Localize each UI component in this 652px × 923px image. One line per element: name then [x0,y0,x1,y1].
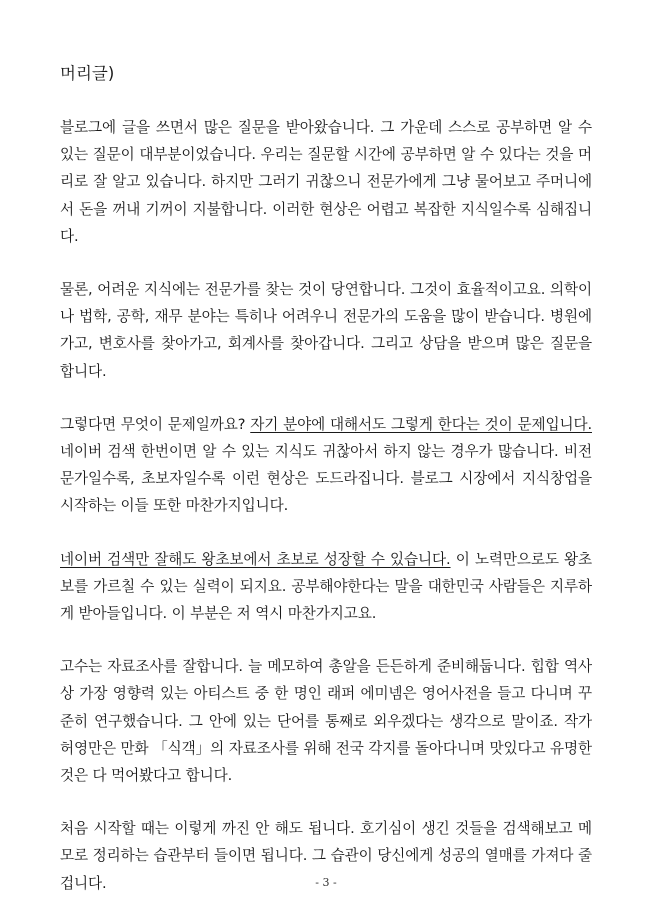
paragraph-1: 블로그에 글을 쓰면서 많은 질문을 받아왔습니다. 그 가운데 스스로 공부하면 알 수 있는 질문이 대부분이었습니다. 우리는 질문할 시간에 공부하면 알 수 있다는 것을 머리로 잘 알고 있습니다. 하지만 그러기 귀찮으니 전문가에게 그냥 물어보고 주머니에서 돈을 꺼내 기꺼이 지불합니다. 이러한 현상은 어렵고 복잡한 지식일수록 심해집니다. [60,119,592,245]
page-number: - 3 - [315,876,337,889]
paragraph-3-lead: 그렇다면 무엇이 문제일까요? [60,415,251,433]
paragraph-2: 물론, 어려운 지식에는 전문가를 찾는 것이 당연합니다. 그것이 효율적이고요. 의학이나 법학, 공학, 재무 분야는 특히나 어려우니 전문가의 도움을 많이 받습니다. 병원에 가고, 변호사를 찾아가고, 회계사를 찾아갑니다. 그리고 상담을 받으며 많은 질문을 합니다. [60,281,592,380]
paragraph-4-rest: 이 노력만으로도 왕초보를 가르칠 수 있는 실력이 되지요. 공부해야한다는 말을 대한민국 사람들은 지루하게 받아들입니다. 이 부분은 저 역시 마찬가지고요. [60,550,592,623]
preface-heading: 머리글) [60,64,115,83]
paragraph-4-underlined-sentence: 네이버 검색만 잘해도 왕초보에서 초보로 성장할 수 있습니다. [60,550,451,568]
paragraph-3-rest: 네이버 검색 한번이면 알 수 있는 지식도 귀찮아서 하지 않는 경우가 많습니다. 비전문가일수록, 초보자일수록 이런 현상은 도드라집니다. 블로그 시장에서 지식창업을 시작하는 이들 또한 마찬가지입니다. [60,443,592,515]
paragraph-6: 처음 시작할 때는 이렇게 까진 안 해도 됩니다. 호기심이 생긴 것들을 검색해보고 메모로 정리하는 습관부터 들이면 됩니다. 그 습관이 당신에게 성공의 열매를 가져다 줄 겁니다. [60,820,592,892]
paragraph-3-underlined-sentence: 자기 분야에 대해서도 그렇게 한다는 것이 문제입니다. [250,415,592,433]
paragraph-3 [60,411,592,520]
document-page [60,60,592,923]
paragraph-5: 고수는 자료조사를 잘합니다. 늘 메모하여 총알을 든든하게 준비해둡니다. 힙합 역사상 가장 영향력 있는 아티스트 중 한 명인 래퍼 에미넴은 영어사전을 들고 다니며 꾸준히 연구했습니다. 그 안에 있는 단어를 통째로 외우겠다는 생각으로 말이죠. 작가 허영만은 만화 「식객」의 자료조사를 위해 전국 각지를 돌아다니며 맛있다고 유명한 것은 다 먹어봤다고 합니다. [60,658,592,785]
paragraph-4 [60,546,592,628]
